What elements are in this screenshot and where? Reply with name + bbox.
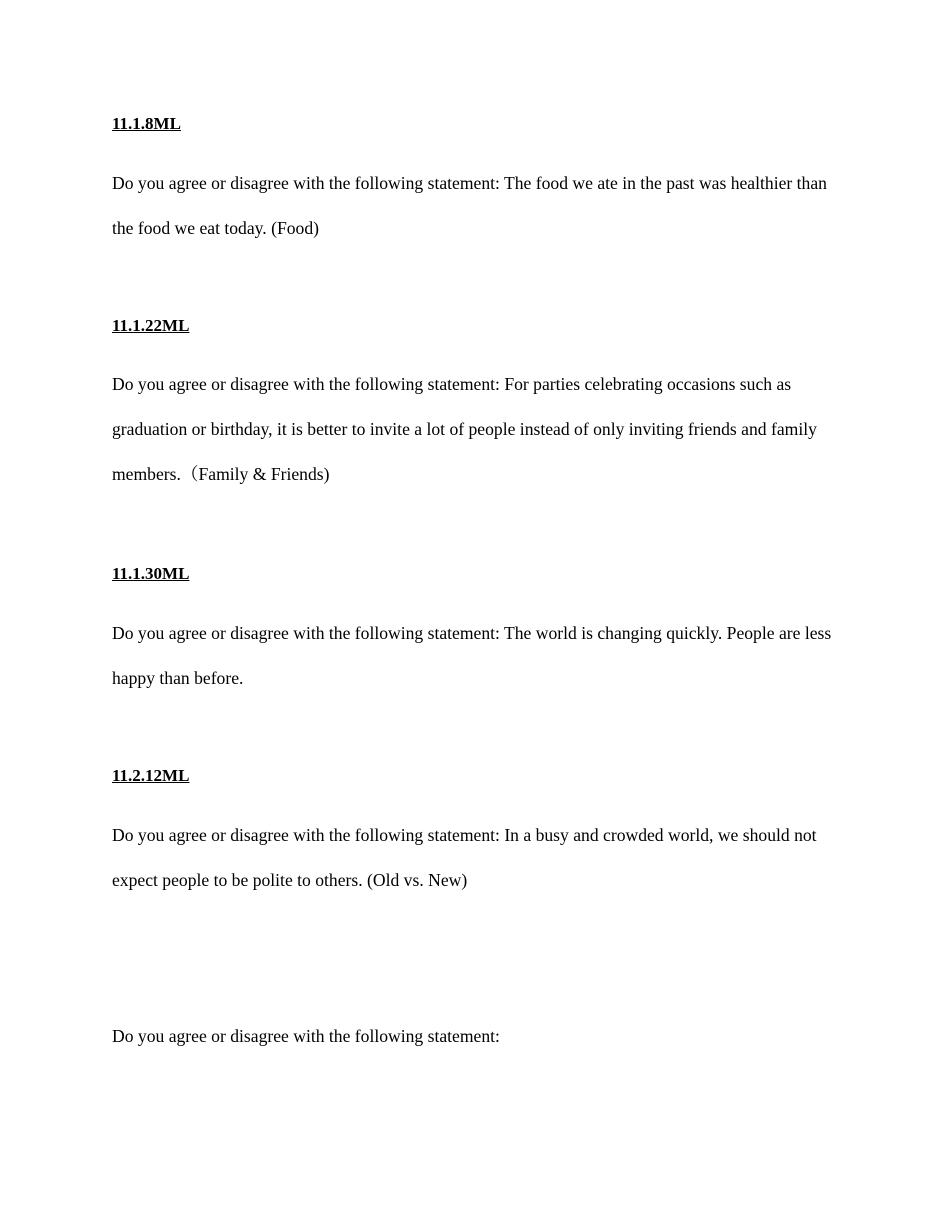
section-heading-3: 11.1.30ML: [112, 564, 190, 583]
section-heading-2: 11.1.22ML: [112, 316, 190, 335]
section-prompt-3: Do you agree or disagree with the following statement: The world is changing quickly. People are less happy than before.: [112, 623, 832, 688]
section-prompt-4: Do you agree or disagree with the following statement: In a busy and crowded world, we should not expect people to be polite to others. (Old vs. New): [112, 825, 817, 890]
section-heading-1: 11.1.8ML: [112, 114, 181, 133]
section-prompt-2: Do you agree or disagree with the following statement: For parties celebrating occasions such as graduation or birthday, it is better to invite a lot of people instead of only inviting friends and family members.（Family & Friends): [112, 374, 817, 484]
trailing-prompt: Do you agree or disagree with the following statement:: [112, 1026, 500, 1046]
section-heading-4: 11.2.12ML: [112, 766, 190, 785]
section-prompt-1: Do you agree or disagree with the following statement: The food we ate in the past was healthier than the food we eat today. (Food): [112, 173, 827, 238]
